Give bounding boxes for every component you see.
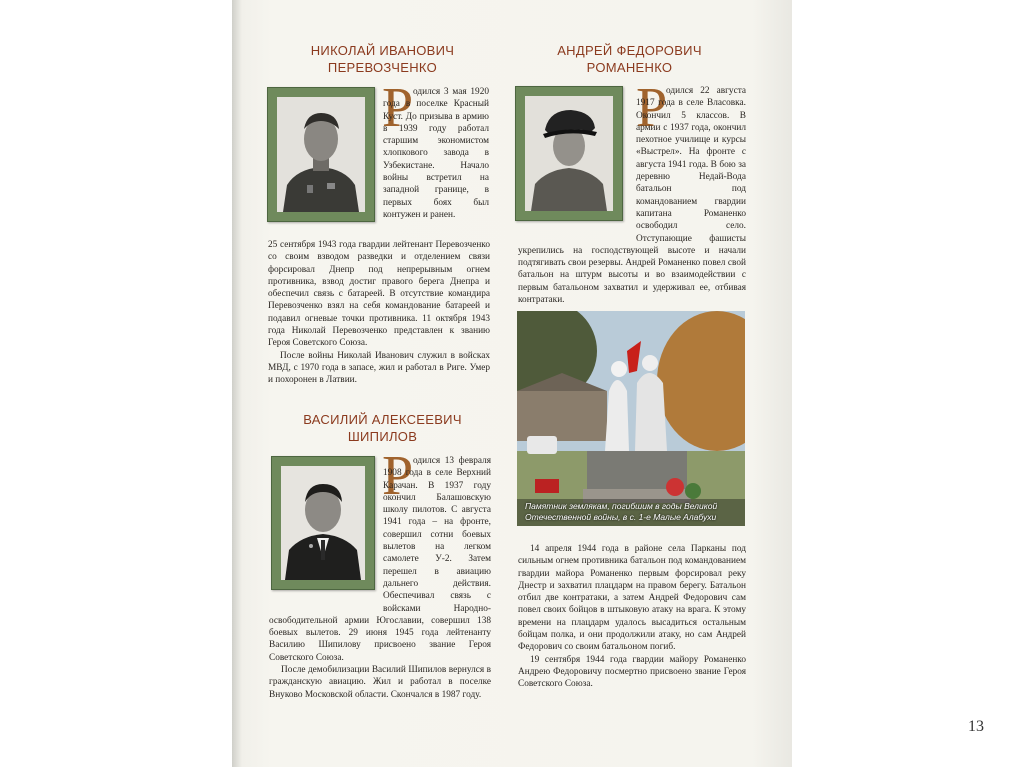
hero2-dropcap: Р [382, 445, 414, 507]
hero3-wrap-text [518, 85, 746, 306]
hero3-name-line2: РОМАНЕНКО [586, 60, 673, 75]
hero2-wrap-spacer [269, 455, 383, 612]
hero1-para3: После войны Николай Иванович служил в войсках МВД, с 1970 года в запасе, жил и работал в Риге. Умер и похоронен в Латвии. [268, 350, 490, 386]
memorial-photo [517, 311, 745, 526]
hero1-para2: 25 сентября 1943 года гвардии лейтенант Перевозченко со своим взводом разведки и отделением связи форсировал Днепр под непрерывным огнем противника, взвод достиг правого берега Днепра и обеспечил связь с батареей. В отсутствие командира Перевозченко взял на себя командование батареей и подавил огневые точки противника. 11 октября 1943 года Николай Перевозченко представлен к званию Героя Советского Союза. [268, 240, 490, 349]
hero1-body [268, 239, 490, 387]
hero1-name-line1: НИКОЛАЙ ИВАНОВИЧ [310, 43, 455, 58]
hero3-para2: 14 апреля 1944 года в районе села Парканы под сильным огнем противника батальон под командованием гвардии майора Романенко первым форсировал реку Днестр и захватил плацдарм на правом берегу. Батальон отбил две контратаки, а затем Андрей Федорович сам повел своих бойцов в штыковую атаку на врага. К этому времени на плацдарм удалось высадиться остальным бойцам полка, и они продолжили атаку, но сам Андрей Федорович со своим батальоном погиб. [518, 544, 746, 653]
hero1-portrait [277, 97, 365, 212]
hero1-wrap-text [383, 86, 489, 221]
hero1-intro: одился 3 мая 1920 года в поселке Красный Куст. До призыва в армию в 1939 году работал старшим экономистом хлопкового завода в Узбекистане. Начало войны встретил на западной границе, в первых боях был контужен и ранен. [383, 87, 489, 220]
memorial-caption: Памятник землякам, погибшим в годы Великой Отечественной войны, в с. 1-е Малые Алабухи [525, 501, 718, 522]
hero1-name-line2: ПЕРЕВОЗЧЕНКО [327, 60, 438, 75]
hero3-intro: одился 22 августа 1917 года в селе Власовка. Окончил 5 классов. В армии с 1937 года, окончил пехотное училище и курсы «Выстрел». На фронте с августа 1941 года. В бою за деревню Недай-Вода батальон под командованием гвардии капитана Романенко освободил село. Отступающие фашисты укрепились на господствующей высоте и начали подтягивать свои резервы. Андрей Романенко повел свой батальон на штурм высоты и во взаимодействии с первым батальоном захватил и удерживал ее, отбивая контратаки. [518, 86, 746, 306]
hero3-para3: 19 сентября 1944 года гвардии майору Романенко Андрею Федоровичу посмертно присвоено звание Героя Советского Союза. [518, 654, 746, 690]
hero2-name-line1: ВАСИЛИЙ АЛЕКСЕЕВИЧ [303, 412, 462, 427]
hero3-dropcap: Р [636, 77, 668, 139]
hero2-wrap-text [269, 455, 491, 701]
hero3-body [518, 543, 746, 691]
hero1-dropcap: Р [382, 77, 414, 139]
hero2-name-line2: ШИПИЛОВ [347, 429, 418, 444]
hero3-wrap-spacer [518, 85, 636, 235]
hero2-para2: После демобилизации Василий Шипилов вернулся в гражданскую авиацию. Жил и работал в поселке Внуково Московской области. Скончался в 1987 году. [269, 665, 491, 700]
page-number: 13 [968, 718, 984, 735]
hero2-title [290, 411, 475, 445]
hero3-title [537, 42, 722, 76]
hero2-intro: одился 13 февраля 1908 года в селе Верхний Карачан. В 1937 году окончил Балашовскую школу пилотов. С августа 1941 года – на фронте, совершил сотни боевых вылетов на легком самолете У-2. Затем перешел в авиацию дальнего действия. Обеспечивал связь с войсками Народно-освободительной армии Югославии, совершил 138 боевых вылетов. 29 июня 1945 года лейтенанту Василию Шипилову присвоено звание Героя Советского Союза. [269, 456, 491, 663]
hero1-title [290, 42, 475, 76]
hero1-photo-frame [267, 87, 375, 222]
hero3-name-line1: АНДРЕЙ ФЕДОРОВИЧ [557, 43, 702, 58]
